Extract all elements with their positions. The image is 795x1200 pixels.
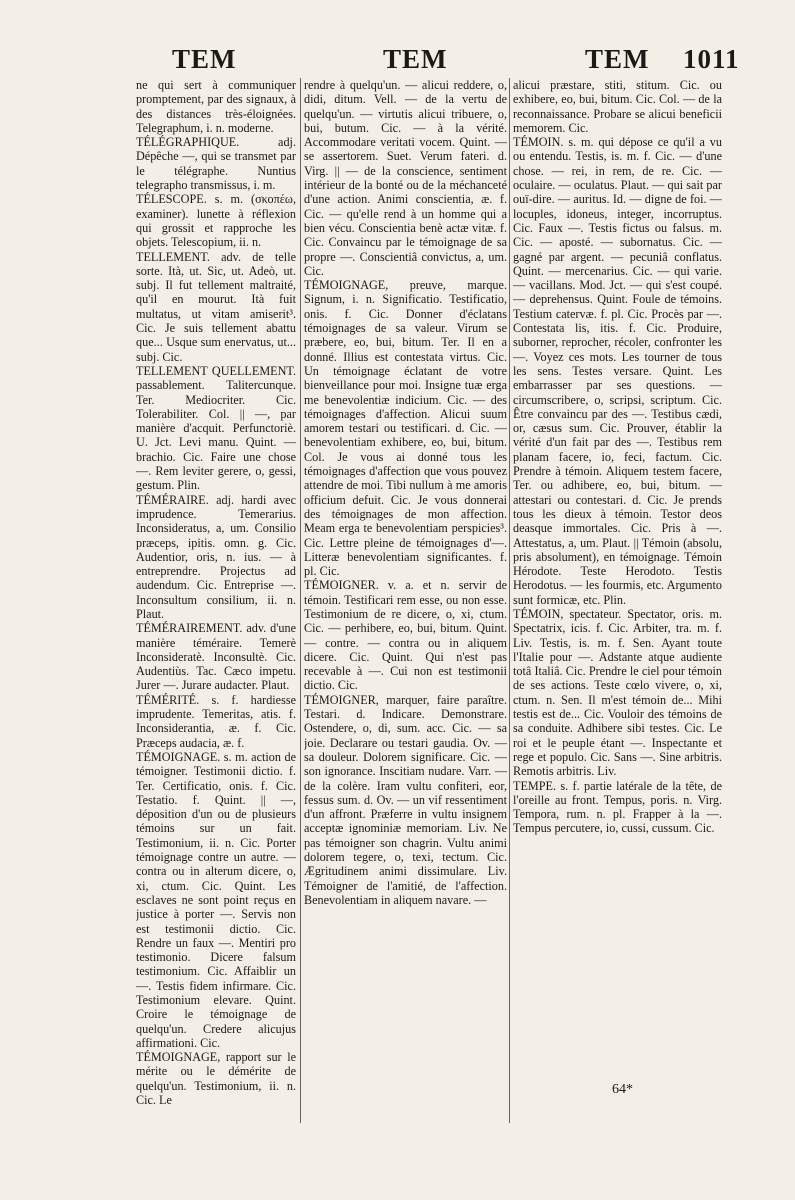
dictionary-entry: rendre à quelqu'un. — alicui reddere, o, didi, ditum. Vell. — de la vertu de quelqu'un. — virtutis alicui tribuere, o, bui, butum. Cic. — à la vérité. Accommodare veritati vocem. Quint. — se assertorem. Suet. Verum fateri. d. Virg. || — de la conscience, sentiment intérieur de la bonté ou de la méchanceté d'une action. Animi conscientia, æ. f. Cic. — qu'elle rend à un homme qui a bien vécu. Conscientia benè actæ vitæ. f. Cic. Convaincu par le témoignage de sa propre —. Conscientiâ convictus, a, um. Cic. bbox=[304, 78, 507, 278]
running-head-middle: TEM bbox=[383, 44, 448, 74]
dictionary-entry: TEMPE. s. f. partie latérale de la tête, de l'oreille au front. Tempus, poris. n. Virg. Tempora, rum. n. pl. Frapper à la —. Tempus percutere, io, cussi, cussum. Cic. bbox=[513, 778, 722, 836]
page-number: 1011 bbox=[683, 44, 740, 74]
dictionary-entry: TELLEMENT QUELLEMENT. passablement. Talitercunque. Ter. Mediocriter. Cic. Tolerabiliter. Col. || —, par manière d'acquit. Perfunctoriè. U. Jct. Levi manu. Quint. — brachio. Cic. Faire une chose —. Rem leviter gerere, o, gessi, gestum. Plin. bbox=[136, 363, 296, 493]
dictionary-entry: TÉMOIN, spectateur. Spectator, oris. m. Spectatrix, icis. f. Cic. Arbiter, tra. m. f. Liv. Testis, is. m. f. Sen. Ayant toute l'Italie pour —. Adstante atque audiente totâ Italiâ. Cic. Prendre le ciel pour témoin de ses actions. Teste cœlo vivere, o, xi, ctum. n. Sen. Il m'est témoin de... Mihi testis est de... Cic. Vouloir des témoins de sa conduite. Adhibere sibi testes. Cic. Le roi et le peuple étant —. Inspectante et rege et populo. Cic. Sans —. Sine arbitris. Remotis arbitris. Liv. bbox=[513, 606, 722, 779]
dictionary-entry: TÉLÉGRAPHIQUE. adj. Dépêche —, qui se transmet par le télégraphe. Nuntius telegrapho transmissus, i. m. bbox=[136, 135, 296, 193]
dictionary-entry: TÉMOIGNER, marquer, faire paraître. Testari. d. Indicare. Demonstrare. Ostendere, o, di, sum. acc. Cic. — sa joie. Declarare ou testari gaudia. Ov. — sa douleur. Dolorem significare. Cic. — son ignorance. Inscitiam nudare. Varr. — de la colère. Iram vultu confiteri, eor, fessus sum. d. Ov. — un vif ressentiment d'un affront. Præferre in vultu insignem acceptæ ignominiæ memoriam. Liv. Ne pas témoigner son chagrin. Vultu animi dolorem tegere, o, texi, tectum. Cic. Ægritudinem animi dissimulare. Liv. Témoigner de l'amitié, de l'affection. Benevolentiam in aliquem navare. — bbox=[304, 692, 507, 907]
dictionary-entry: TÉMOIGNAGE, rapport sur le mérite ou le démérite de quelqu'un. Testimonium, ii. n. Cic. Le bbox=[136, 1050, 296, 1108]
left-column bbox=[136, 78, 296, 1128]
dictionary-entry: TÉMOIGNER. v. a. et n. servir de témoin. Testificari rem esse, ou non esse. Testimonium de re dicere, o, xi, ctum. Cic. — perhibere, eo, bui, bitum. Quint. — contre. — contra ou in aliquem dicere. Cic. Quint. Qui n'est pas recevable à —. Cui non est testimonii dictio. Cic. bbox=[304, 578, 507, 693]
dictionary-entry: TÉMOIN. s. m. qui dépose ce qu'il a vu ou entendu. Testis, is. m. f. Cic. — d'une chose. — rei, in rem, de re. Cic. — oculaire. — oculatus. Plaut. — qui sait par ouï-dire. — auritus. Id. — digne de foi. — locuples, idoneus, integer, incorruptus. Cic. Faux —. Testis fictus ou falsus. m. Cic. — aposté. — subornatus. Cic. — gagné par argent. — pecuniâ conflatus. Quint. — mercenarius. Cic. — qui varie. — vacillans. Mod. Jct. — qui s'est coupé. — deprehensus. Quint. Foule de témoins. Testium catervæ. f. pl. Cic. Procès par —. Contestata lis, itis. f. Cic. Produire, suborner, reprocher, récoler, confronter les —. Voyez ces mots. Les tourner de tous les sens. Testes versare. Quint. Les embarrasser par ses questions. — circumscribere, o, scripsi, scriptum. Cic. Être convaincu par des —. Testibus cædi, or, cæsus sum. Cic. Prouver, établir la vérité d'un fait par des —. Testibus rem planam facere, io, feci, factum. Cic. Prendre à témoin. Aliquem testem facere, Ter. ou adhibere, eo, bui, bitum. — attestari ou contestari. d. Cic. Je prends tous les dieux à témoin. Testor deos deasque immortales. Cic. Pris à —. Attestatus, a, um. Plaut. || Témoin (absolu, pris absolument), en témoignage. Témoin Hérodote. Teste Herodoto. Testis Herodotus. — les fourmis, etc. Argumento sunt formicæ, etc. Plin. bbox=[513, 135, 722, 607]
right-column bbox=[513, 78, 722, 1128]
column-divider-left bbox=[300, 78, 301, 1123]
signature-mark: 64* bbox=[612, 1082, 633, 1097]
column-divider-right bbox=[509, 78, 510, 1123]
running-head-right: TEM bbox=[585, 44, 650, 74]
dictionary-entry: TÉLESCOPE. s. m. (σκοπέω, examiner). lunette à réflexion qui grossit et rapproche les objets. Telescopium, ii. n. bbox=[136, 192, 296, 250]
dictionary-entry: alicui præstare, stiti, stitum. Cic. ou exhibere, eo, bui, bitum. Cic. Col. — de la reconnaissance. Probare se alicui beneficii memorem. Cic. bbox=[513, 78, 722, 135]
dictionary-entry: TÉMOIGNAGE. s. m. action de témoigner. Testimonii dictio. f. Ter. Certificatio, onis. f. Cic. Testatio. f. Quint. || —, déposition d'un ou de plusieurs témoins sur un fait. Testimonium, ii. n. Cic. Porter témoignage contre un autre. — contra ou in alterum dicere, o, xi, ctum. Cic. Quint. Les esclaves ne sont point reçus en justice à porter —. Servis non est testimonii dictio. Cic. Rendre un faux —. Mentiri pro testimonio. Dicere falsum testimonium. Cic. Affaiblir un —. Testis fidem infirmare. Cic. Testimonium elevare. Quint. Croire le témoignage de quelqu'un. Credere alicujus affirmationi. Cic. bbox=[136, 749, 296, 1050]
dictionary-entry: TÉMÉRITÉ. s. f. hardiesse imprudente. Temeritas, atis. f. Inconsiderantia, æ. f. Cic. Præceps audacia, æ. f. bbox=[136, 692, 296, 750]
dictionary-entry: TÉMÉRAIRE. adj. hardi avec imprudence. Temerarius. Inconsideratus, a, um. Consilio præceps, ipitis. omn. g. Cic. Audentior, oris, n. ius. — à entreprendre. Projectus ad audendum. Cic. Entreprise —. Inconsultum consilium, ii. n. Plaut. bbox=[136, 492, 296, 621]
dictionary-entry: TÉMOIGNAGE, preuve, marque. Signum, i. n. Significatio. Testificatio, onis. f. Cic. Donner d'éclatans témoignages de sa valeur. Virum se præbere, eo, bui, bitum. Ter. Il en a donné. Illius est contestata virtus. Cic. Un témoignage éclatant de votre bienveillance pour moi. Insigne tuæ erga me benevolentiæ indicium. Cic. — des témoignages d'affection. Alicui suum amorem testari ou testificari. d. Cic. — benevolentiam exhibere, eo, bui, bitum. Col. Je vous ai donné tous les témoignages d'affection que vous pouvez attendre de moi. Tibi nullum à me amoris officium defuit. Cic. Je vous donnerai des témoignages de mon affection. Meam erga te benevolentiam perspicies³. Cic. Lettre pleine de témoignages d'—. Litteræ benevolentiam significantes. f. pl. Cic. bbox=[304, 278, 507, 579]
dictionary-entry: TÉMÉRAIREMENT. adv. d'une manière téméraire. Temerè Inconsideratè. Inconsultè. Cic. Audentiùs. Tac. Cæco impetu. Jurer —. Jurare audacter. Plaut. bbox=[136, 621, 296, 693]
middle-column bbox=[304, 78, 507, 1128]
running-head-left: TEM bbox=[172, 44, 237, 74]
dictionary-entry: ne qui sert à communiquer promptement, par des signaux, à des distances très-éloignées. Telegraphum, i. n. moderne. bbox=[136, 78, 296, 135]
dictionary-entry: TELLEMENT. adv. de telle sorte. Ità, ut. Sic, ut. Adeò, ut. subj. Il fut tellement maltraité, qu'il en mourut. Ità fuit multatus, ut vitam amiserit³. Cic. Je suis tellement abattu que... Usque sum enervatus, ut... subj. Cic. bbox=[136, 249, 296, 364]
